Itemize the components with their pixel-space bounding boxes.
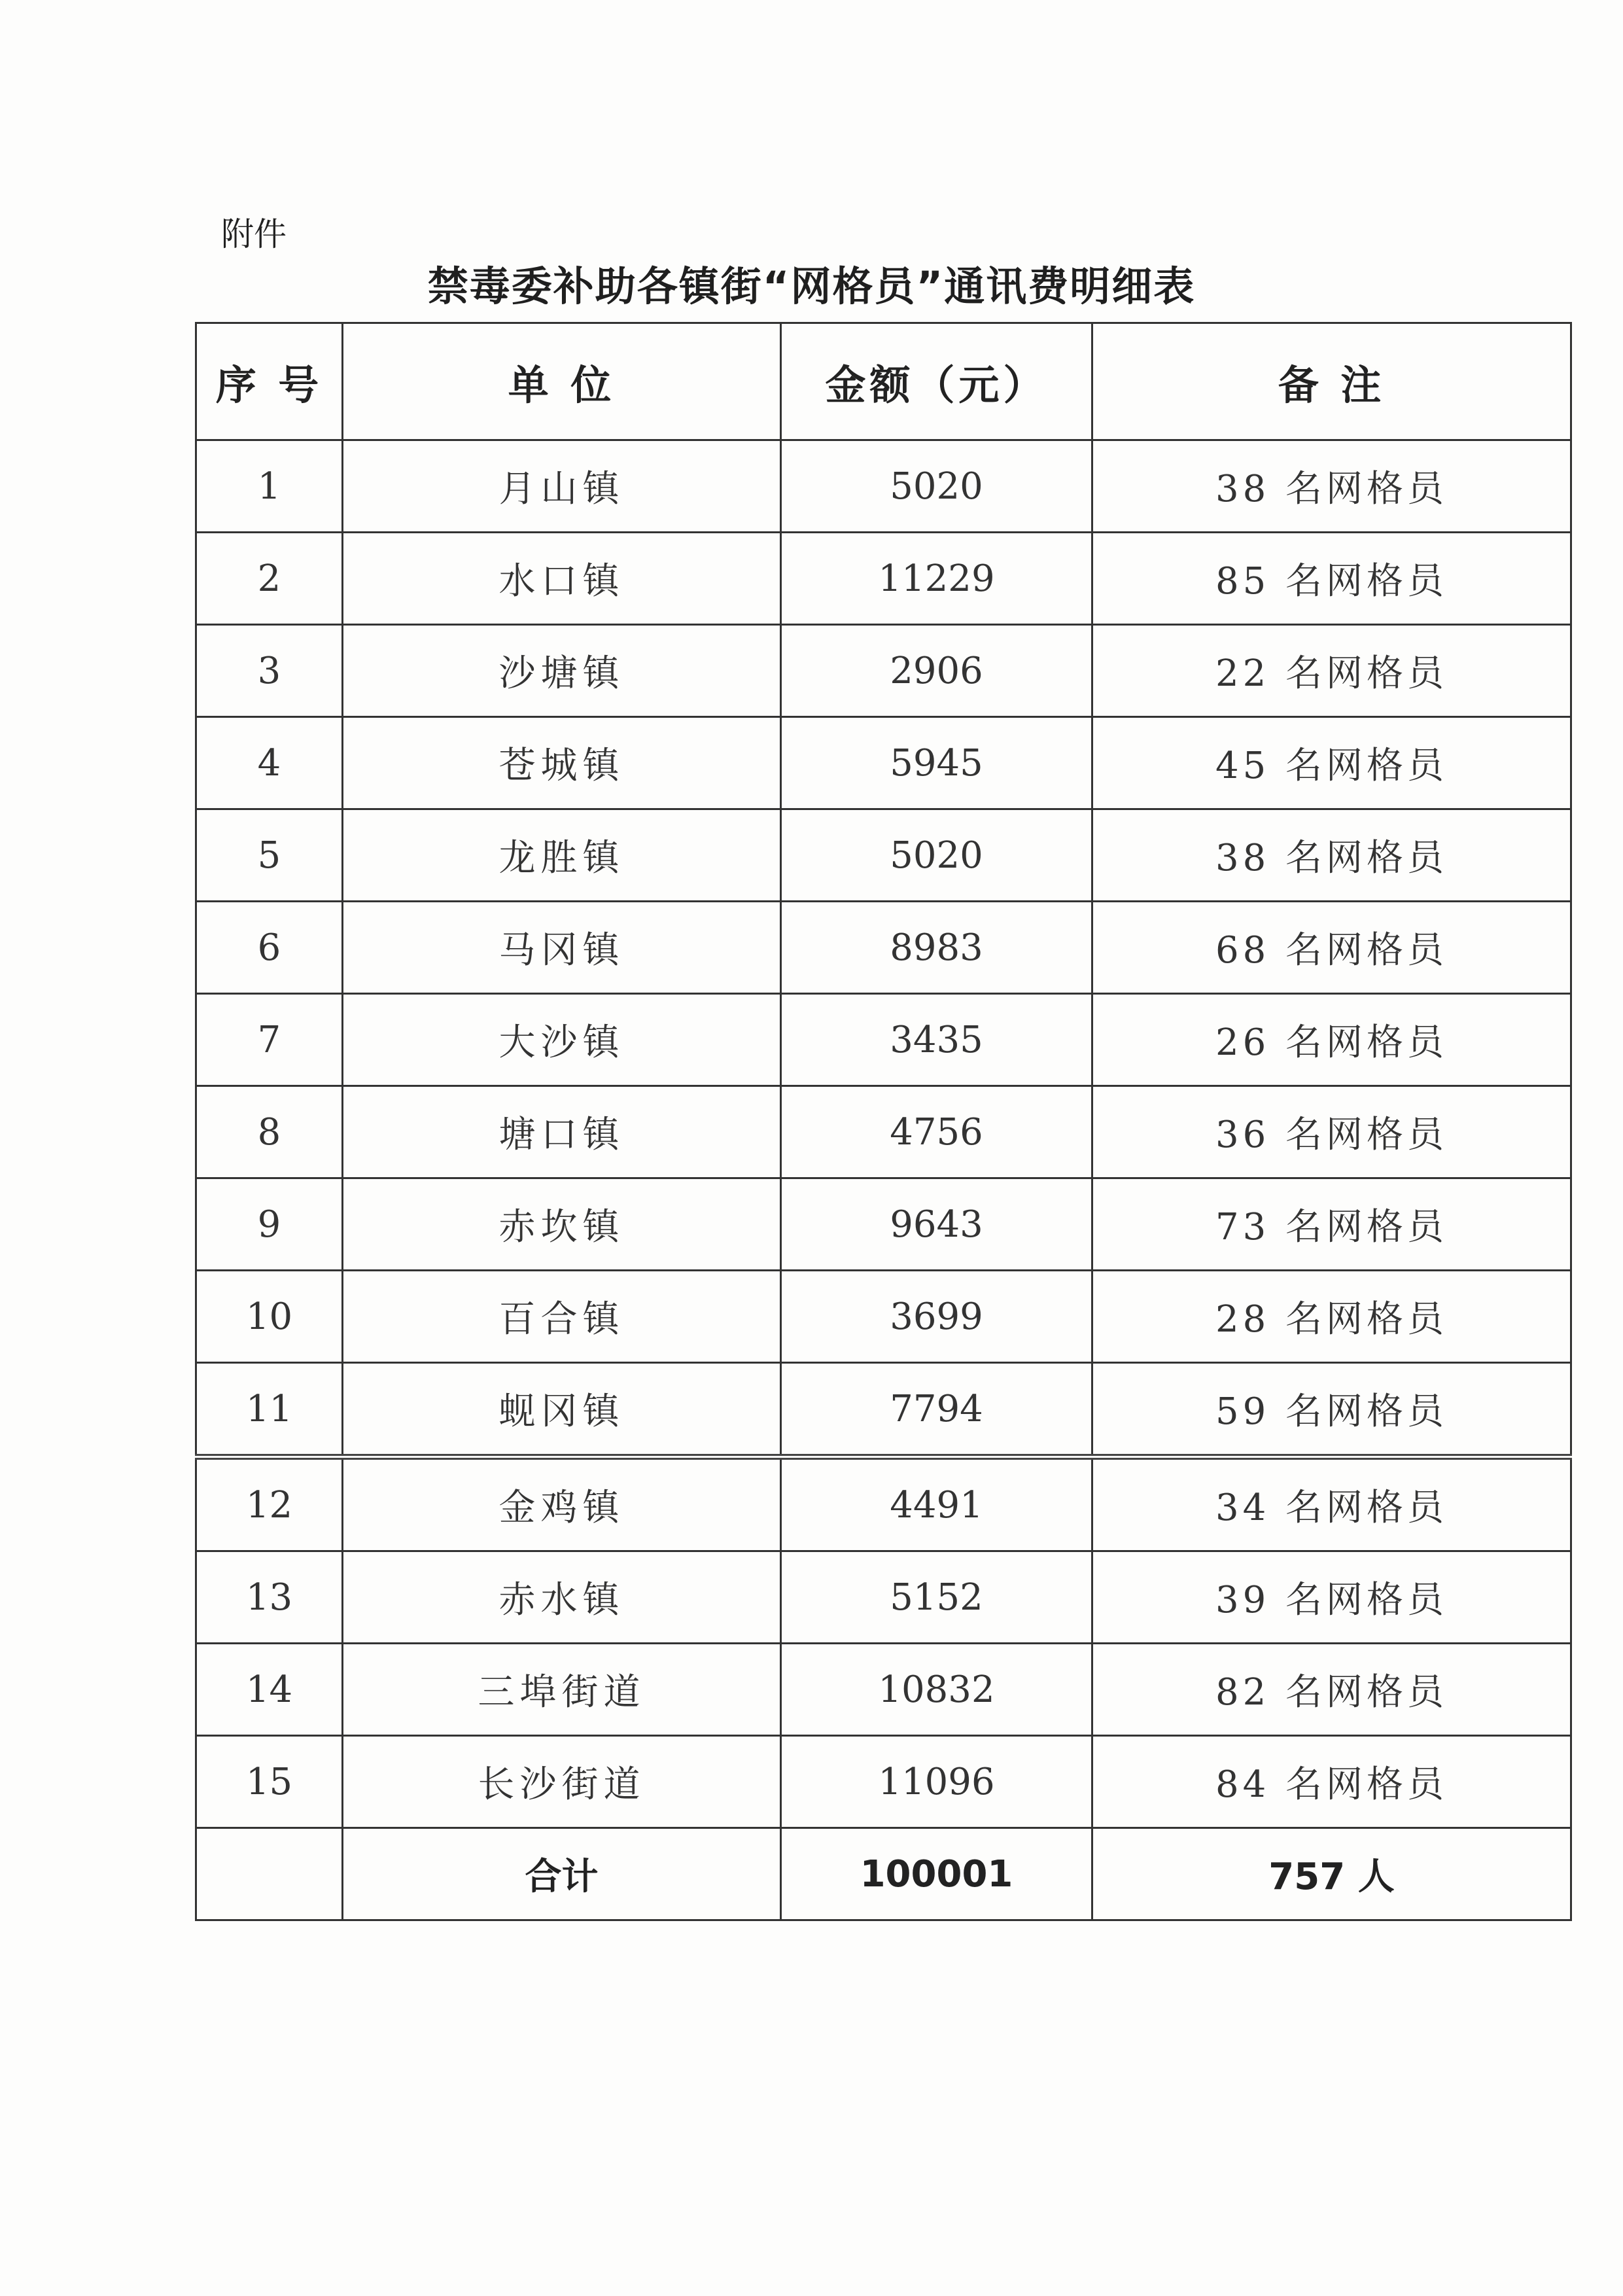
cell-note: 68 名网格员 <box>1092 902 1571 994</box>
table-row <box>196 1644 1571 1736</box>
header-note: 备 注 <box>1092 323 1571 440</box>
cell-note: 45 名网格员 <box>1092 717 1571 809</box>
cell-serial-number: 8 <box>196 1086 343 1178</box>
table-row <box>196 717 1571 809</box>
cell-amount: 4756 <box>781 1086 1092 1178</box>
cell-amount: 3435 <box>781 994 1092 1086</box>
header-serial-number: 序 号 <box>196 323 343 440</box>
cell-unit: 大沙镇 <box>343 994 781 1086</box>
cell-unit: 赤坎镇 <box>343 1178 781 1271</box>
cell-amount: 11096 <box>781 1736 1092 1828</box>
attachment-label: 附件 <box>221 215 287 253</box>
cell-note: 59 名网格员 <box>1092 1363 1571 1457</box>
cell-amount: 5020 <box>781 809 1092 902</box>
cell-note: 36 名网格员 <box>1092 1086 1571 1178</box>
cell-amount: 5020 <box>781 440 1092 533</box>
cell-serial-number: 1 <box>196 440 343 533</box>
total-note: 757 人 <box>1092 1828 1571 1920</box>
cell-note: 22 名网格员 <box>1092 625 1571 717</box>
cell-unit: 三埠街道 <box>343 1644 781 1736</box>
cell-amount: 5945 <box>781 717 1092 809</box>
table-header-row <box>196 323 1571 440</box>
cell-amount: 10832 <box>781 1644 1092 1736</box>
cell-unit: 龙胜镇 <box>343 809 781 902</box>
table-row <box>196 902 1571 994</box>
cell-note: 82 名网格员 <box>1092 1644 1571 1736</box>
table-row <box>196 1457 1571 1551</box>
cell-note: 38 名网格员 <box>1092 809 1571 902</box>
cell-serial-number: 14 <box>196 1644 343 1736</box>
cell-serial-number: 7 <box>196 994 343 1086</box>
cell-serial-number: 15 <box>196 1736 343 1828</box>
cell-serial-number: 5 <box>196 809 343 902</box>
cell-serial-number: 10 <box>196 1271 343 1363</box>
cell-unit: 金鸡镇 <box>343 1457 781 1551</box>
cell-amount: 3699 <box>781 1271 1092 1363</box>
cell-serial-number: 4 <box>196 717 343 809</box>
total-serial-cell <box>196 1828 343 1920</box>
document-title: 禁毒委补助各镇街“网格员”通讯费明细表 <box>427 262 1196 310</box>
table-row <box>196 625 1571 717</box>
cell-unit: 马冈镇 <box>343 902 781 994</box>
cell-unit: 赤水镇 <box>343 1551 781 1644</box>
cell-unit: 沙塘镇 <box>343 625 781 717</box>
table-row <box>196 440 1571 533</box>
table-row <box>196 1363 1571 1457</box>
table-row <box>196 809 1571 902</box>
header-unit: 单 位 <box>343 323 781 440</box>
cell-amount: 9643 <box>781 1178 1092 1271</box>
subsidy-table <box>195 322 1572 1921</box>
cell-amount: 5152 <box>781 1551 1092 1644</box>
cell-unit: 水口镇 <box>343 533 781 625</box>
cell-serial-number: 6 <box>196 902 343 994</box>
cell-note: 26 名网格员 <box>1092 994 1571 1086</box>
table-row <box>196 994 1571 1086</box>
cell-amount: 8983 <box>781 902 1092 994</box>
total-amount: 100001 <box>781 1828 1092 1920</box>
cell-amount: 7794 <box>781 1363 1092 1457</box>
cell-serial-number: 9 <box>196 1178 343 1271</box>
cell-serial-number: 2 <box>196 533 343 625</box>
table-row <box>196 1736 1571 1828</box>
total-row <box>196 1828 1571 1920</box>
cell-note: 85 名网格员 <box>1092 533 1571 625</box>
cell-unit: 塘口镇 <box>343 1086 781 1178</box>
cell-unit: 百合镇 <box>343 1271 781 1363</box>
cell-note: 34 名网格员 <box>1092 1457 1571 1551</box>
cell-serial-number: 12 <box>196 1457 343 1551</box>
cell-note: 73 名网格员 <box>1092 1178 1571 1271</box>
cell-unit: 蚬冈镇 <box>343 1363 781 1457</box>
cell-unit: 长沙街道 <box>343 1736 781 1828</box>
cell-amount: 2906 <box>781 625 1092 717</box>
cell-serial-number: 11 <box>196 1363 343 1457</box>
cell-note: 39 名网格员 <box>1092 1551 1571 1644</box>
header-amount: 金额（元） <box>781 323 1092 440</box>
table-row <box>196 1178 1571 1271</box>
cell-note: 84 名网格员 <box>1092 1736 1571 1828</box>
cell-unit: 苍城镇 <box>343 717 781 809</box>
cell-unit: 月山镇 <box>343 440 781 533</box>
cell-amount: 11229 <box>781 533 1092 625</box>
total-label: 合计 <box>343 1828 781 1920</box>
cell-serial-number: 3 <box>196 625 343 717</box>
table-row <box>196 1551 1571 1644</box>
cell-serial-number: 13 <box>196 1551 343 1644</box>
table-row <box>196 1271 1571 1363</box>
table-row <box>196 533 1571 625</box>
table-row <box>196 1086 1571 1178</box>
cell-amount: 4491 <box>781 1457 1092 1551</box>
cell-note: 28 名网格员 <box>1092 1271 1571 1363</box>
cell-note: 38 名网格员 <box>1092 440 1571 533</box>
